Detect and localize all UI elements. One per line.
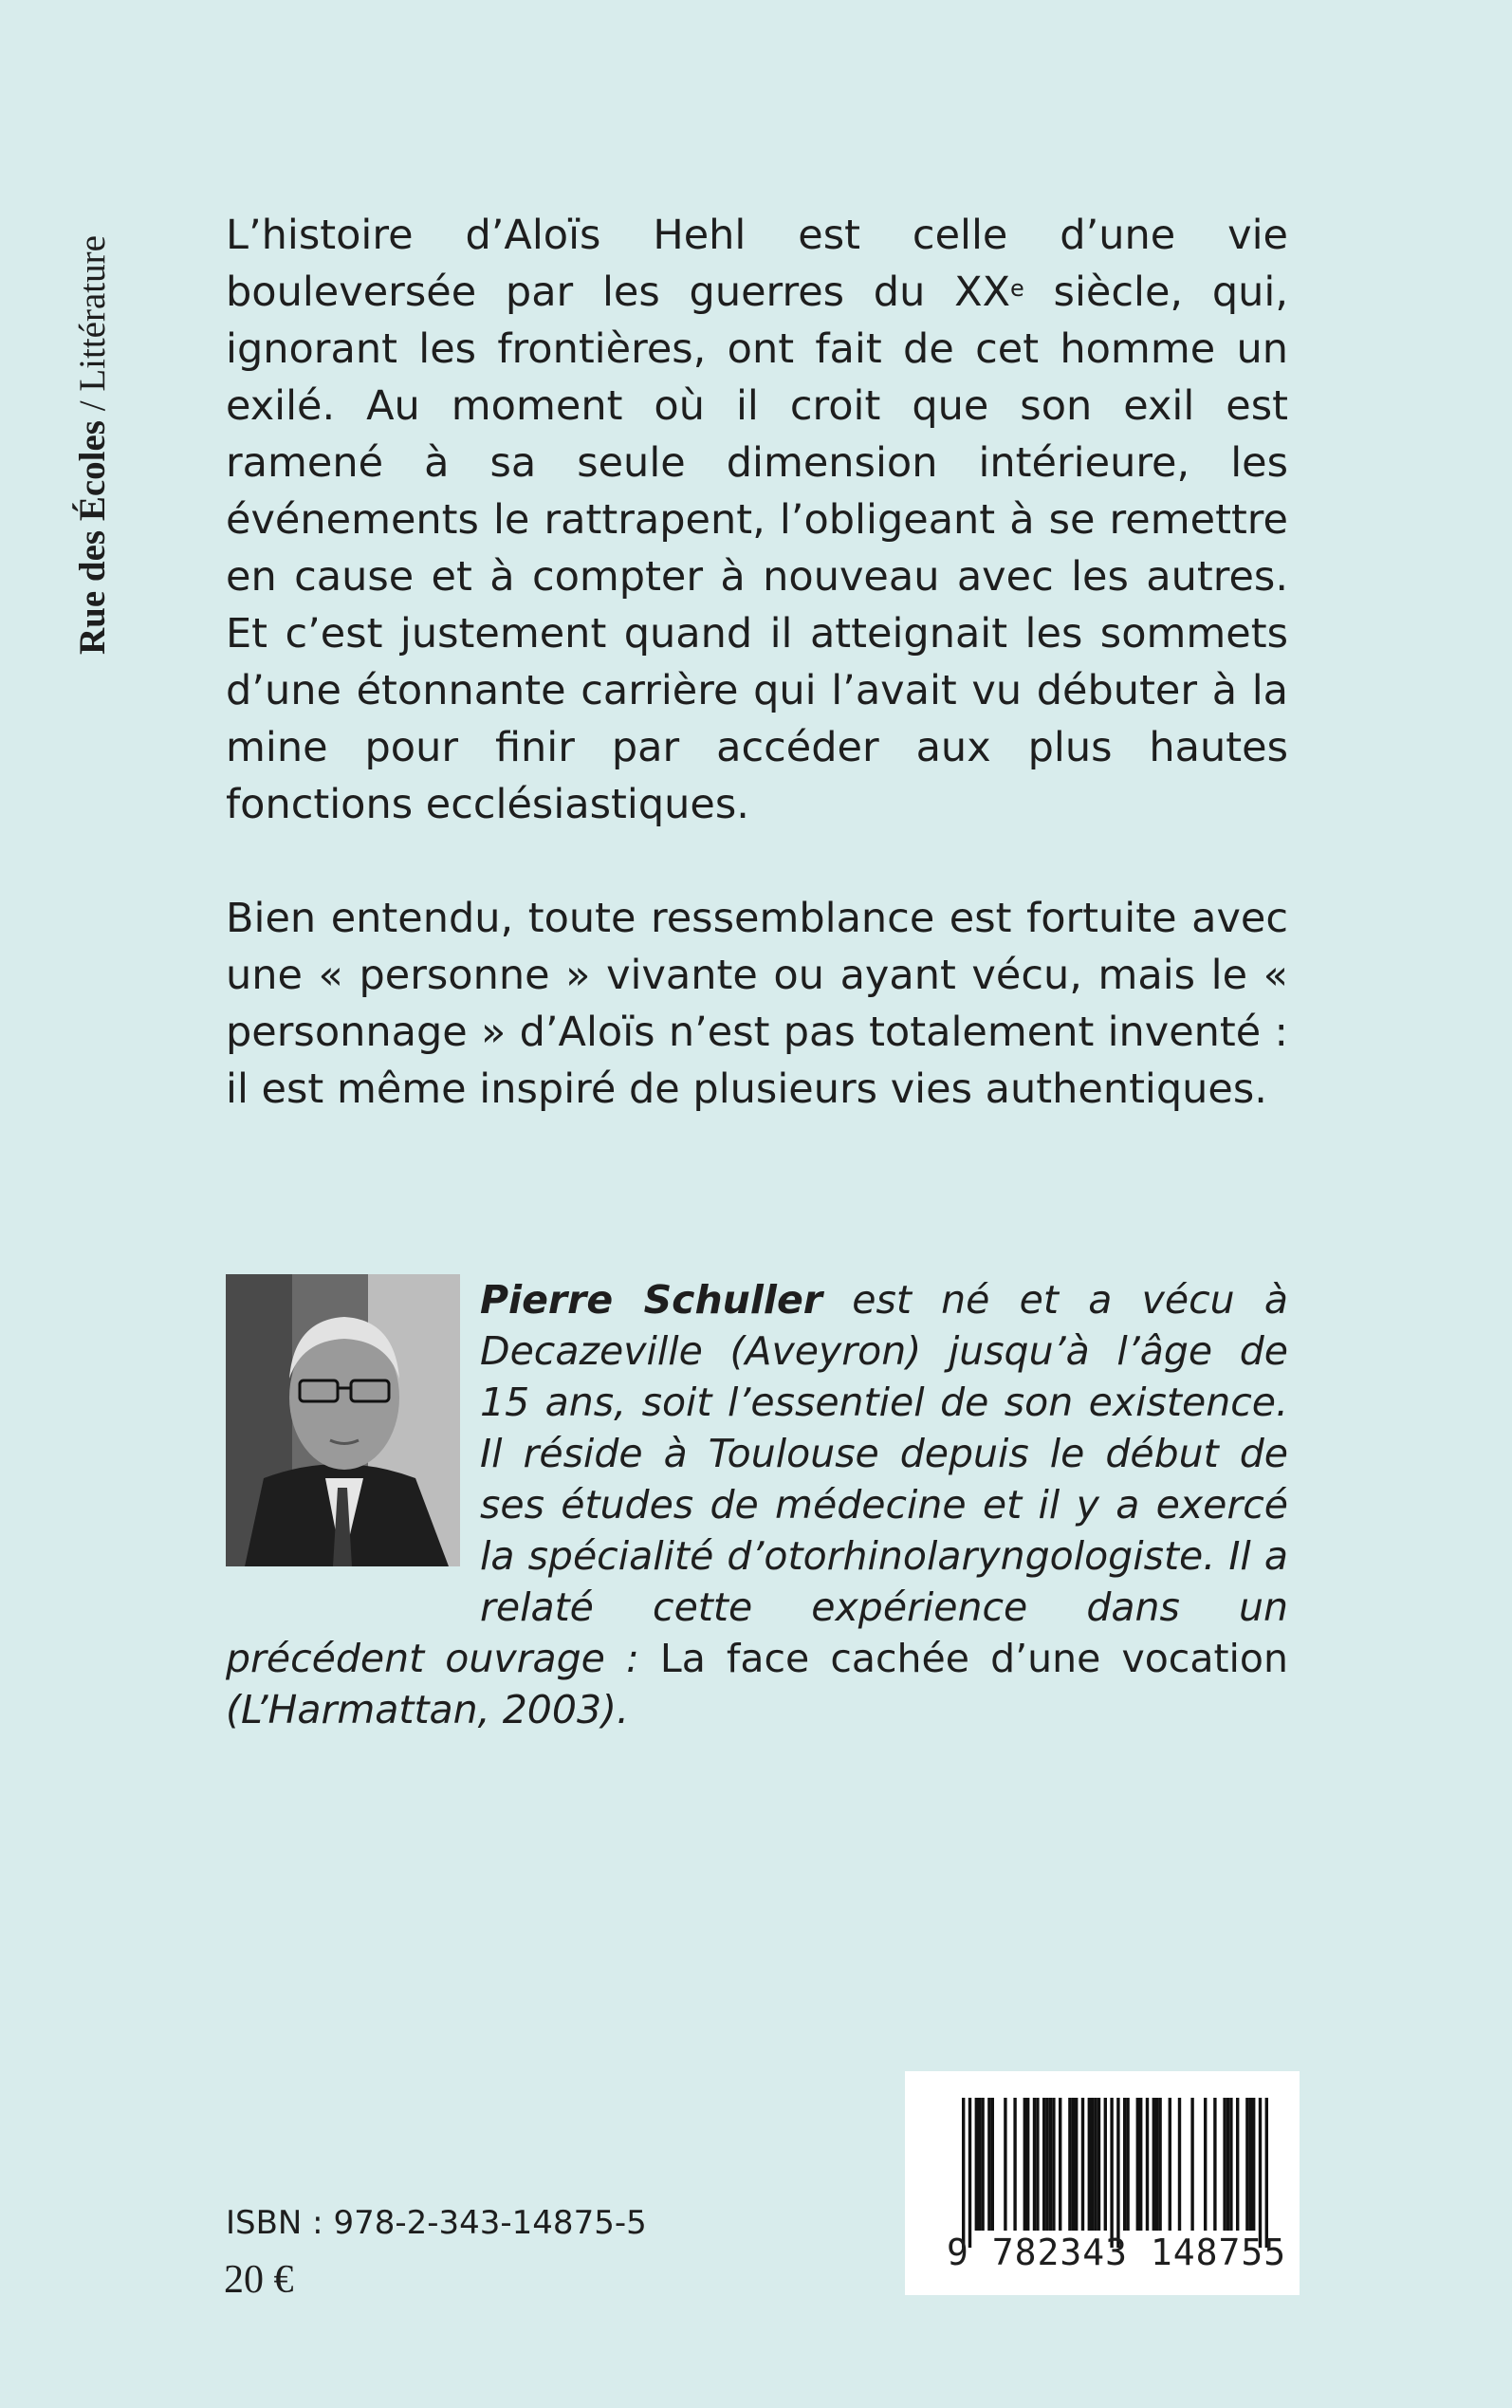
barcode-bar [1091, 2098, 1094, 2231]
barcode-bar [1116, 2098, 1119, 2248]
barcode-bar [1226, 2098, 1229, 2231]
barcode-bar [1023, 2098, 1026, 2231]
barcode-bar [1036, 2098, 1039, 2231]
barcode [905, 2071, 1300, 2295]
barcode-digits: 9 782343 148755 [947, 2232, 1287, 2273]
barcode-bar [1265, 2098, 1268, 2248]
barcode-bar [1155, 2098, 1158, 2231]
barcode-bar [1223, 2098, 1226, 2231]
price: 20 € [224, 2258, 294, 2302]
barcode-bar [1004, 2098, 1006, 2231]
isbn: ISBN : 978-2-343-14875-5 [226, 2204, 647, 2242]
spine-separator: / [72, 391, 113, 420]
barcode-bar [1094, 2098, 1097, 2231]
barcode-bar [1190, 2098, 1193, 2231]
barcode-bar [1052, 2098, 1055, 2231]
previous-book-title: La face cachée d’une vocation [659, 1636, 1288, 1681]
barcode-bar [1158, 2098, 1161, 2231]
barcode-bar [1033, 2098, 1036, 2231]
barcode-bar [1229, 2098, 1232, 2231]
barcode-bar [991, 2098, 994, 2231]
barcode-bar [1169, 2098, 1171, 2231]
previous-book-reference: (L’Harmattan, 2003). [226, 1687, 630, 1732]
barcode-bar [1088, 2098, 1091, 2231]
barcode-bar [975, 2098, 978, 2231]
barcode-bar [1204, 2098, 1207, 2231]
barcode-bar [1042, 2098, 1045, 2231]
barcode-bar [1072, 2098, 1075, 2231]
barcode-bar [1146, 2098, 1149, 2231]
barcode-bar [1081, 2098, 1084, 2231]
barcode-bar [1152, 2098, 1155, 2231]
barcode-bar [1249, 2098, 1252, 2231]
barcode-bar [1236, 2098, 1239, 2231]
barcode-bar [987, 2098, 990, 2231]
back-cover-blurb [226, 207, 1288, 1118]
barcode-bar [981, 2098, 984, 2231]
author-bio [226, 1274, 1288, 1735]
barcode-bar [1139, 2098, 1142, 2231]
barcode-bar [1213, 2098, 1216, 2231]
barcode-bar [1259, 2098, 1262, 2248]
barcode-bar [968, 2098, 971, 2248]
barcode-bar [1059, 2098, 1061, 2231]
barcode-bar [962, 2098, 965, 2248]
barcode-bar [1045, 2098, 1048, 2231]
barcode-bar [1104, 2098, 1107, 2231]
barcode-bar [1026, 2098, 1029, 2231]
barcode-bar [1075, 2098, 1078, 2231]
barcode-bar [1178, 2098, 1181, 2231]
barcode-bar [1110, 2098, 1113, 2248]
barcode-bar [1252, 2098, 1255, 2231]
series-name: Rue des Écoles [72, 420, 113, 655]
barcode-bar [1049, 2098, 1052, 2231]
barcode-bar [1136, 2098, 1139, 2231]
blurb-paragraph-1: L’histoire d’Aloïs Hehl est celle d’une vie bouleversée par les guerres du XXe siècle, qui, ignorant les frontières, ont fait de cet homme un exilé. Au moment où il croit que son exil est ramené à sa seule dimension intérieure, les événements le rattrapent, l’obligeant à se remettre en cause et à compter à nouveau avec les autres. Et c’est justement quand il atteignait les sommets d’une étonnante carrière qui l’avait vu débuter à la mine pour finir par accéder aux plus hautes fonctions ecclésiastiques. [226, 212, 1288, 828]
barcode-bar [1013, 2098, 1016, 2231]
barcode-bar [1123, 2098, 1126, 2231]
barcode-bar [1068, 2098, 1071, 2231]
barcode-bar [978, 2098, 981, 2231]
barcode-bar [1097, 2098, 1100, 2231]
collection-name: Littérature [72, 235, 113, 392]
barcode-bar [1126, 2098, 1129, 2231]
author-bio-text: est né et a vécu à Decazeville (Aveyron) jusqu’à l’âge de 15 ans, soit l’essentiel de son existence. Il réside à Toulouse depuis le début de ses études de médecine et il y a exercé la spécialité d’otorhinolaryngologiste. Il a relaté cette expérience dans un précédent ouvrage : [226, 1277, 1288, 1681]
blurb-paragraph-2: Bien entendu, toute ressemblance est fortuite avec une « personne » vivante ou ayant vécu, mais le « personnage » d’Aloïs n’est pas totalement inventé : il est même inspiré de plusieurs vies authentiques. [226, 895, 1288, 1113]
spine-text [74, 235, 111, 655]
barcode-bar [1245, 2098, 1248, 2231]
author-name: Pierre Schuller [480, 1277, 822, 1323]
